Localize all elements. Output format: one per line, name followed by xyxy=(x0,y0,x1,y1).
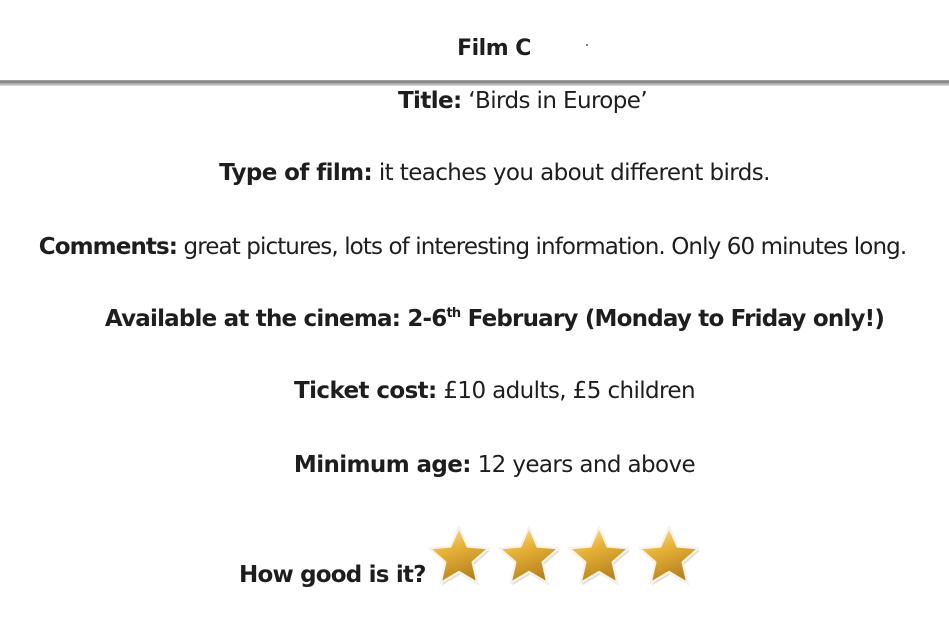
ticket-cost-value: £10 adults, £5 children xyxy=(443,378,695,404)
star-rating xyxy=(426,524,706,590)
availability-date-prefix: 2-6 xyxy=(407,306,447,332)
comments-label: Comments: xyxy=(38,234,178,260)
header-divider xyxy=(0,80,949,86)
type-of-film-line xyxy=(20,160,949,186)
availability-date xyxy=(407,306,460,332)
film-heading: Film C xyxy=(457,36,531,61)
type-of-film-label: Type of film: xyxy=(219,160,373,186)
ticket-cost-label: Ticket cost: xyxy=(294,378,437,404)
availability-label: Available at the cinema: xyxy=(104,306,401,332)
comments-value: great pictures, lots of interesting information. Only 60 minutes long. xyxy=(183,234,907,260)
star-icon xyxy=(496,524,562,590)
rating-label: How good is it? xyxy=(239,562,426,588)
minimum-age-label: Minimum age: xyxy=(293,452,471,478)
availability-date-rest: February (Monday to Friday only!) xyxy=(467,306,885,332)
availability-date-suffix: th xyxy=(446,306,461,321)
title-line xyxy=(48,88,949,114)
star-icon xyxy=(566,524,632,590)
title-label: Title: xyxy=(397,88,462,114)
minimum-age-value: 12 years and above xyxy=(477,452,696,478)
availability-line xyxy=(20,306,949,332)
scan-speck xyxy=(586,44,588,46)
type-of-film-value: it teaches you about different birds. xyxy=(378,160,770,186)
minimum-age-line xyxy=(20,452,949,478)
star-icon xyxy=(636,524,702,590)
star-icon xyxy=(426,524,492,590)
title-value: ‘Birds in Europe’ xyxy=(468,88,648,114)
comments-line xyxy=(0,234,947,260)
ticket-cost-line xyxy=(20,378,949,404)
